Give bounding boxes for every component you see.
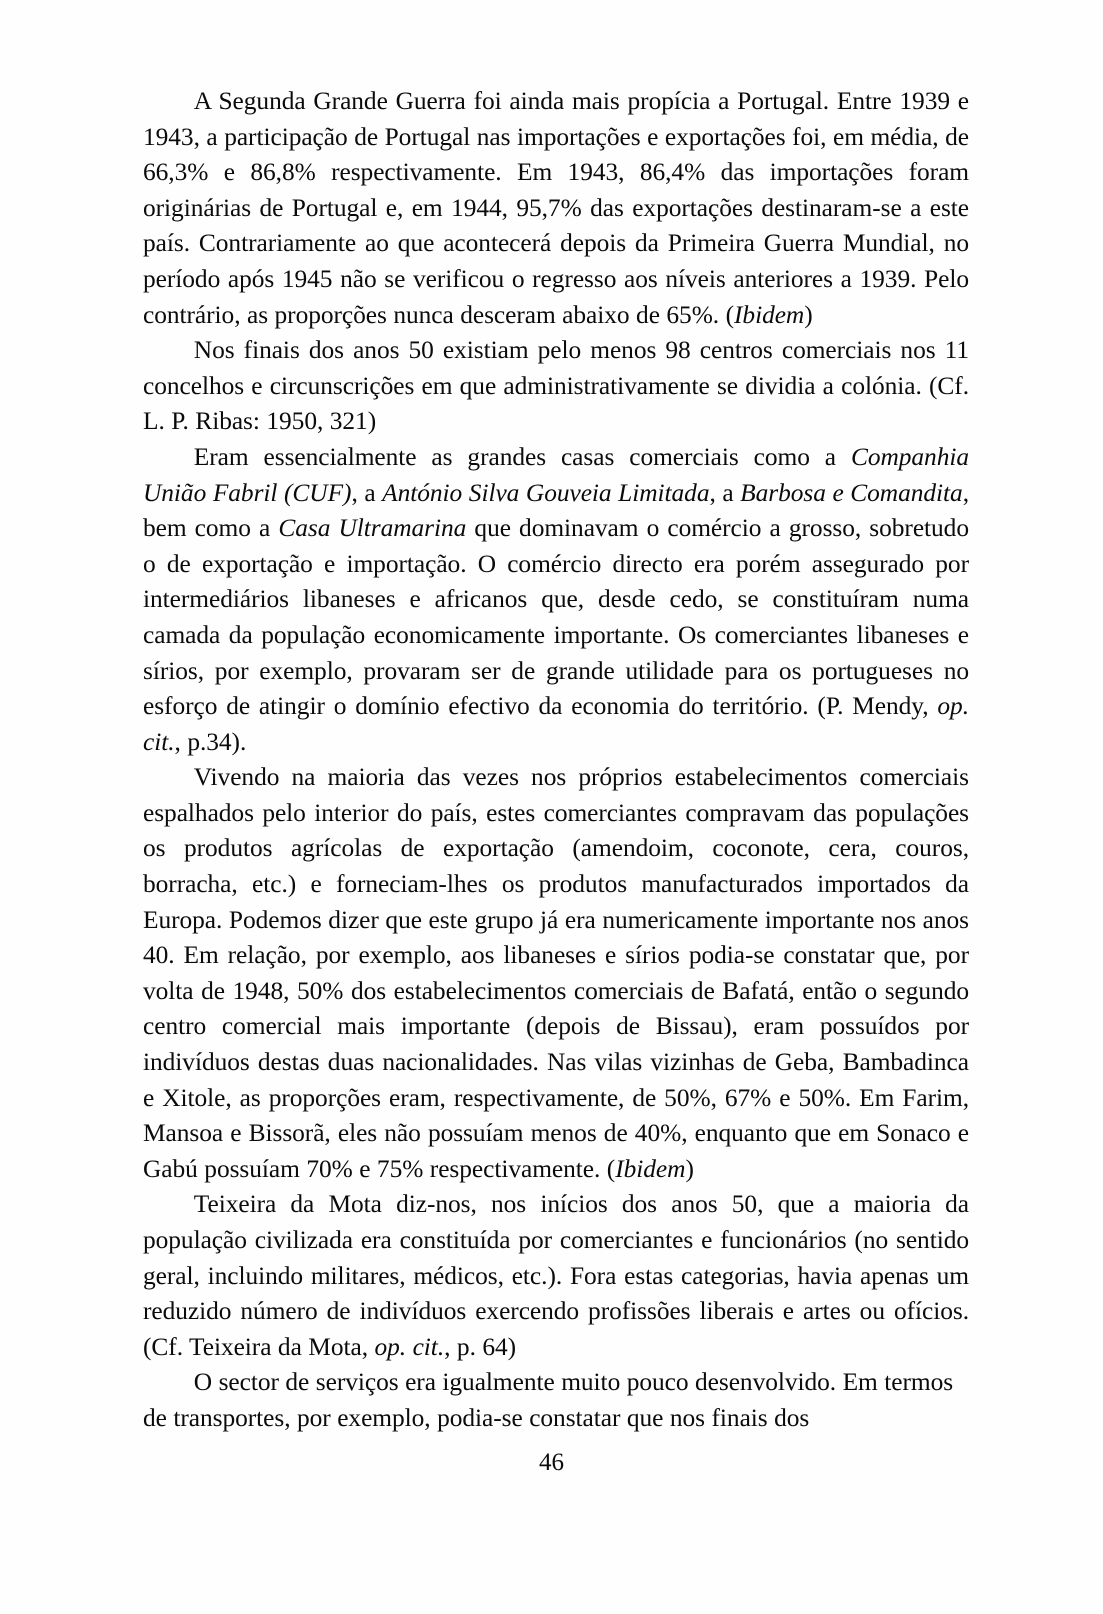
page-number: 46 xyxy=(539,1449,564,1476)
paragraph: A Segunda Grande Guerra foi ainda mais propícia a Portugal. Entre 1939 e 1943, a participação de Portugal nas importações e exportações foi, em média, de 66,3% e 86,8% respectivamente. Em 1943, 86,4% das importações foram originárias de Portugal e, em 1944, 95,7% das exportações destinaram-se a este país. Contrariamente ao que acontecerá depois da Primeira Guerra Mundial, no período após 1945 não se verificou o regresso aos níveis anteriores a 1939. Pelo contrário, as proporções nunca desceram abaixo de 65%. (Ibidem) xyxy=(143,87,969,329)
paragraph: Nos finais dos anos 50 existiam pelo menos 98 centros comerciais nos 11 concelhos e circunscrições em que administrativamente se dividia a colónia. (Cf. L. P. Ribas: 1950, 321) xyxy=(143,336,969,436)
emphasis-text: Ibidem xyxy=(734,300,805,329)
paragraph: O sector de serviços era igualmente muito pouco desenvolvido. Em termos de transportes, por exemplo, podia-se constatar que nos finais dos xyxy=(143,1368,954,1432)
paragraph: Teixeira da Mota diz-nos, nos inícios dos anos 50, que a maioria da população civilizada era constituída por comerciantes e funcionários (no sentido geral, incluindo militares, médicos, etc.). Fora estas categorias, havia apenas um reduzido número de indivíduos exercendo profissões liberais e artes ou ofícios. (Cf. Teixeira da Mota, op. cit., p. 64) xyxy=(143,1190,969,1361)
emphasis-text: Barbosa e Comandita xyxy=(740,478,963,507)
emphasis-text: Companhia União Fabril (CUF) xyxy=(143,442,969,507)
emphasis-text: Ibidem xyxy=(615,1154,686,1183)
paragraph: Eram essencialmente as grandes casas comerciais como a Companhia União Fabril (CUF), a António Silva Gouveia Limitada, a Barbosa e Comandita, bem como a Casa Ultramarina que dominavam o comércio a grosso, sobretudo o de exportação e importação. O comércio directo era porém assegurado por intermediários libaneses e africanos que, desde cedo, se constituíram numa camada da população economicamente importante. Os comerciantes libaneses e sírios, por exemplo, provaram ser de grande utilidade para os portugueses no esforço de atingir o domínio efectivo da economia do território. (P. Mendy, op. cit., p.34). xyxy=(143,442,969,756)
emphasis-text: Casa Ultramarina xyxy=(278,514,467,543)
emphasis-text: op. cit. xyxy=(143,692,969,756)
page-text-body xyxy=(143,84,969,1437)
emphasis-text: op. cit. xyxy=(374,1332,445,1361)
emphasis-text: António Silva Gouveia Limitada xyxy=(382,478,710,507)
paragraph: Vivendo na maioria das vezes nos próprios estabelecimentos comerciais espalhados pelo interior do país, estes comerciantes compravam das populações os produtos agrícolas de exportação (amendoim, coconote, cera, couros, borracha, etc.) e forneciam-lhes os produtos manufacturados importados da Europa. Podemos dizer que este grupo já era numericamente importante nos anos 40. Em relação, por exemplo, aos libaneses e sírios podia-se constatar que, por volta de 1948, 50% dos estabelecimentos comerciais de Bafatá, então o segundo centro comercial mais importante (depois de Bissau), eram possuídos por indivíduos destas duas nacionalidades. Nas vilas vizinhas de Geba, Bambadinca e Xitole, as proporções eram, respectivamente, de 50%, 67% e 50%. Em Farim, Mansoa e Bissorã, eles não possuíam menos de 40%, enquanto que em Sonaco e Gabú possuíam 70% e 75% respectivamente. (Ibidem) xyxy=(143,763,969,1183)
